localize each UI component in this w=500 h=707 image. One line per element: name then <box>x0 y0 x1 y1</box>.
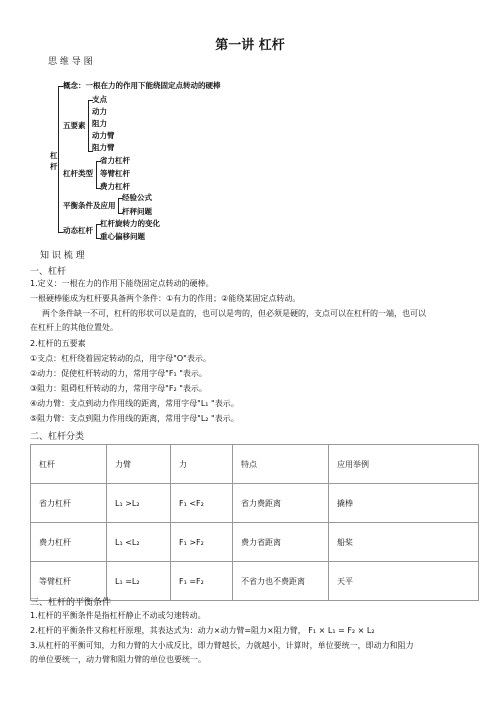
table-cell: 费力杠杆 <box>31 523 107 562</box>
table-cell: 等臂杠杆 <box>31 562 107 601</box>
paragraph: 在杠杆上的其他位置处。 <box>30 323 118 332</box>
element-item: 阻力臂 <box>92 143 115 152</box>
type-item: 省力杠杆 <box>100 156 130 165</box>
mindmap-balance-label: 平衡条件及应用 <box>63 201 116 210</box>
paragraph: 1.定义：一根在力的作用下能绕固定点转动的硬棒。 <box>30 279 214 288</box>
column-header: 应用举例 <box>329 445 479 484</box>
paragraph: 两个条件缺一不可，杠杆的形状可以是直的，也可以是弯的，但必须是硬的，支点可以在杠杆的一端，也可以 <box>42 309 426 318</box>
table-cell: 不省力也不费距离 <box>233 562 329 601</box>
table-cell: 撬棒 <box>329 484 479 523</box>
element-definition: ④动力臂：支点到动力作用线的距离，常用字母"L₁ "表示。 <box>30 399 239 408</box>
dynamic-item: 杠杆旋转力的变化 <box>100 219 160 228</box>
column-header: 力 <box>171 445 233 484</box>
table-row <box>31 523 479 562</box>
table-cell: F₁ >F₂ <box>171 523 233 562</box>
element-definition: ①支点：杠杆绕着固定转动的点，用字母"O"表示。 <box>30 354 211 363</box>
element-item: 动力 <box>92 107 107 116</box>
table-cell: L₁ <L₂ <box>107 523 171 562</box>
element-item: 动力臂 <box>92 131 115 140</box>
table-header-row <box>31 445 479 484</box>
table-cell: L₁ >L₂ <box>107 484 171 523</box>
dynamic-item: 重心偏移问题 <box>100 232 145 241</box>
element-definition: ②动力：促使杠杆转动的力，常用字母"F₁ "表示。 <box>30 369 207 378</box>
column-header: 杠杆 <box>31 445 107 484</box>
table-cell: L₁ =L₂ <box>107 562 171 601</box>
mindmap-concept: 概念：一根在力的作用下能绕固定点转动的硬棒 <box>63 81 221 90</box>
balance-item: 经验公式 <box>122 193 152 202</box>
section-heading: 二、杠杆分类 <box>30 432 85 442</box>
element-item: 阻力 <box>92 119 107 128</box>
paragraph: 的单位要统一，动力臂和阻力臂的单位也要统一。 <box>30 655 206 664</box>
table-row <box>31 484 479 523</box>
mindmap-dynamic-label: 动态杠杆 <box>63 226 93 235</box>
table-cell: 天平 <box>329 562 479 601</box>
table-cell: F₁ =F₂ <box>171 562 233 601</box>
element-definition: ③阻力：阻碍杠杆转动的力，常用字母"F₂ "表示。 <box>30 384 207 393</box>
table-cell: 省力杠杆 <box>31 484 107 523</box>
table-cell: 船桨 <box>329 523 479 562</box>
type-item: 等臂杠杆 <box>100 169 130 178</box>
lever-classification-table <box>30 444 479 601</box>
mindmap-five-elements-label: 五要素 <box>63 121 86 130</box>
balance-item: 杆秤问题 <box>122 207 152 216</box>
table-cell: F₁ <F₂ <box>171 484 233 523</box>
paragraph: 1.杠杆的平衡条件是指杠杆静止不动或匀速转动。 <box>30 611 206 620</box>
table-cell: 省力费距离 <box>233 484 329 523</box>
column-header: 力臂 <box>107 445 171 484</box>
section-heading: 一、杠杆 <box>30 267 67 277</box>
mindmap-heading: 思 维 导 图 <box>48 57 93 67</box>
paragraph: 2.杠杆的平衡条件又称杠杆原理，其表达式为：动力×动力臂=阻力×阻力臂， F₁ × L₁ = F₂ × L₂ <box>30 626 375 635</box>
type-item: 费力杠杆 <box>100 182 130 191</box>
element-definition: ⑤阻力臂：支点到阻力作用线的距离，常用字母"L₂ "表示。 <box>30 414 239 423</box>
review-heading: 知 识 梳 理 <box>40 251 85 261</box>
paragraph: 一根硬棒能成为杠杆要具备两个条件：①有力的作用；②能绕某固定点转动。 <box>30 294 301 303</box>
table-cell: 费力省距离 <box>233 523 329 562</box>
section-heading: 三、杠杆的平衡条件 <box>30 598 112 608</box>
column-header: 特点 <box>233 445 329 484</box>
element-item: 支点 <box>92 95 107 104</box>
paragraph: 3.从杠杆的平衡可知，力和力臂的大小成反比，即力臂越长，力就越小，计算时，单位要统一，即动力和阻力 <box>30 641 414 650</box>
paragraph: 2.杠杆的五要素 <box>30 339 86 348</box>
page-title: 第一讲 杠杆 <box>215 38 285 53</box>
mindmap-root: 杠杆 <box>50 151 58 171</box>
mindmap-types-label: 杠杆类型 <box>63 169 93 178</box>
